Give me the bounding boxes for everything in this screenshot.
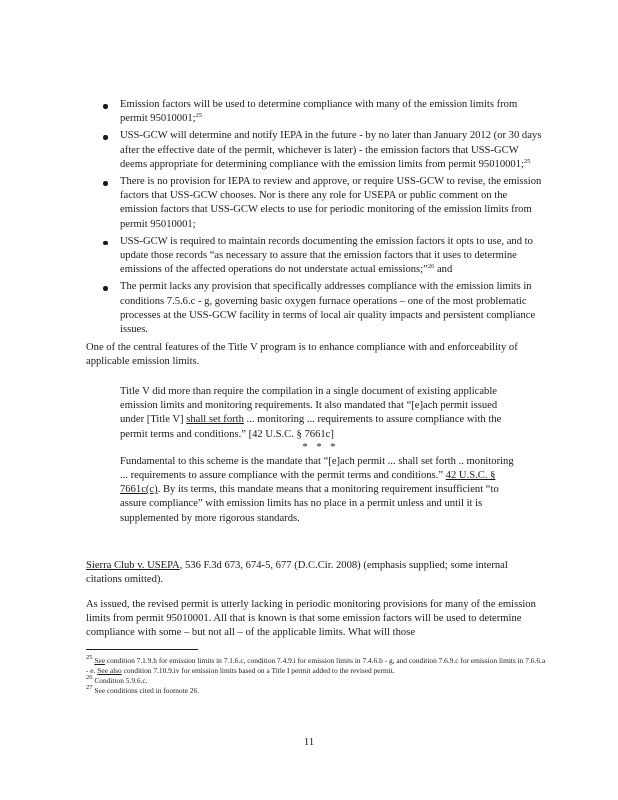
quote-paragraph-2: Fundamental to this scheme is the mandate that “[e]ach permit ... shall set forth .. monitoring ... requirements to assure compliance with the permit terms and conditions.” 42 U.S.C. § 7661c(c). By its terms, this mandate means that a monitoring requirement insufficient “to assure compliance” with emission limits has no place in a permit unless and until it is supplemented by more rigorous standards. xyxy=(120,455,514,524)
footnote-ref: 26 xyxy=(427,263,435,271)
quote-paragraph-1: Title V did more than require the compilation in a single document of existing applicable emission limits and monitoring requirements. It also mandated that “[e]ach permit issued under [Title V] shall set forth ... monitoring ... requirements to assure compliance with the permit terms and conditions.” [42 U.S.C. § 7661c] xyxy=(120,386,502,440)
bullet-dot xyxy=(103,286,108,291)
footnote-divider xyxy=(86,649,198,650)
footnote-26: $^{26}$ Condition 5.9.6.c. xyxy=(86,674,148,685)
case-name[interactable]: Sierra Club v. USEPA xyxy=(86,560,180,571)
statute-link[interactable]: 42 U.S.C. § 7661c(c) xyxy=(120,470,496,496)
footnote-ref: 25 xyxy=(195,112,203,120)
bullet-list xyxy=(86,98,546,340)
ellipsis-stars: * * * xyxy=(302,441,336,453)
bullet-item: There is no provision for IEPA to review and approve, or require USS-GCW to revise, the emission factors that USS-GCW chooses. Nor is there any role for USEPA or public comment on the emission factors that USS-GCW elects to use for periodic monitoring of the emission limits from permit 95010001; xyxy=(86,175,546,232)
footnotes xyxy=(86,656,546,696)
footnote-27: $^{27}$ See conditions cited in footnote 26. xyxy=(86,684,200,695)
bullet-item: Emission factors will be used to determine compliance with many of the emission limits from permit 95010001;$^{25}$ xyxy=(86,98,546,126)
footnote-ref: 25 xyxy=(523,157,531,165)
bullet-dot xyxy=(103,104,108,109)
intro-paragraph: One of the central features of the Title V program is to enhance compliance with and enforceability of applicable emission limits. xyxy=(86,342,518,368)
bullet-dot xyxy=(103,181,108,186)
bullet-dot xyxy=(103,241,108,246)
bullet-item: USS-GCW is required to maintain records documenting the emission factors it opts to use, and to update those records “as necessary to assure that the emission factors that it uses to determine emissions of the affected operations do not understate actual emissions;”$^{26}$ and xyxy=(86,235,546,278)
footnote-25: $^{25}$ See condition 7.1.9.h for emission limits in 7.1.6.c, condition 7.4.9.i for emission limits in 7.4.6.b - g, and condition 7.6.9.c for emission limits in 7.6.6.a - e. See also condition 7.10.9.iv for emission limits based on a Title I permit added to the revised permit. xyxy=(86,654,546,675)
block-quote xyxy=(120,385,518,526)
closing-paragraph: As issued, the revised permit is utterly lacking in periodic monitoring provisions for many of the emission limits from permit 95010001. All that is known is that some emission factors will be used to determine compliance with some – but not all – of the applicable limits. What will those xyxy=(86,599,536,639)
page-number: 11 xyxy=(303,736,315,748)
bullet-item: The permit lacks any provision that specifically addresses compliance with the emission limits in conditions 7.5.6.c - g, governing basic oxygen furnace operations – one of the most problematic processes at the USS-GCW facility in terms of local air quality impacts and persistent compliance issues. xyxy=(86,280,546,337)
bullet-item: USS-GCW will determine and notify IEPA in the future - by no later than January 2012 (or 30 days after the effective date of the permit, whichever is later) - the emission factors that USS-GCW deems appropriate for determining compliance with the emission limits from permit 95010001;$^{25}$ xyxy=(86,129,546,172)
case-citation: Sierra Club v. USEPA, 536 F.3d 673, 674-5, 677 (D.C.Cir. 2008) (emphasis supplied; some internal citations omitted). xyxy=(86,560,508,586)
bullet-dot xyxy=(103,135,108,140)
